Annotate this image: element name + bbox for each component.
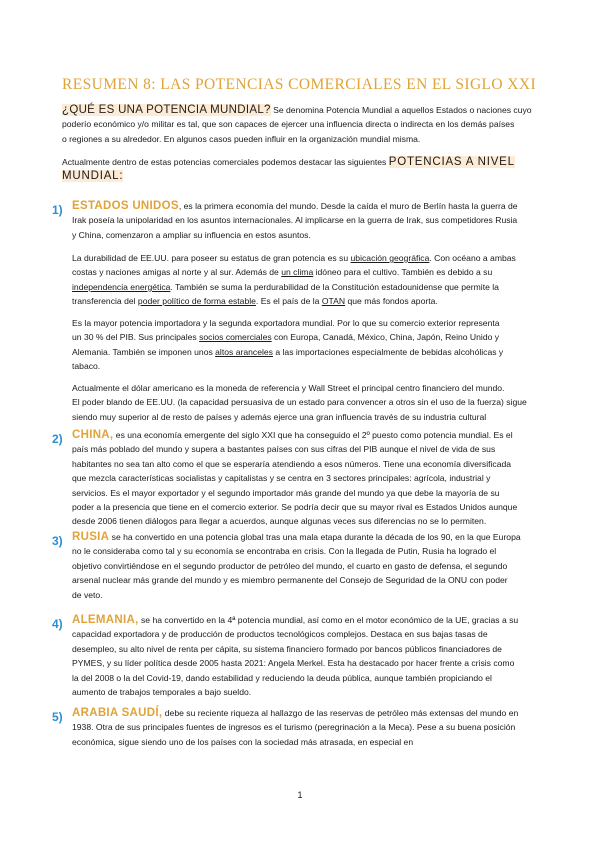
alemania-line-6: aumento de trabajos temporales a bajo sueldo. bbox=[72, 687, 252, 698]
usa-paragraph-3 bbox=[72, 316, 542, 374]
link-ubicacion-geografica: ubicación geográfica bbox=[350, 253, 430, 263]
actual-line-1: Actualmente dentro de estas potencias comerciales podemos destacar las siguientes bbox=[62, 157, 387, 167]
usa-p3-line3-a: Alemania. También se imponen unos bbox=[72, 346, 216, 357]
underline-poder-politico: poder político de forma estable bbox=[137, 296, 256, 307]
section-name-rusia: RUSIA bbox=[72, 531, 110, 543]
usa-p3-line2-a: un 30 % del PIB. Sus principales bbox=[72, 332, 200, 343]
usa-p3-line3-b: a las importaciones especialmente de bebidas alcohólicas y bbox=[272, 346, 504, 357]
intro-line-3: o regiones a su alrededor. En algunos casos pueden influir en la organización mundial misma. bbox=[62, 133, 421, 144]
underline-un-clima: un clima bbox=[281, 267, 314, 278]
intro-line-2: poderío económico y/o militar es tal, que son capaces de ejercer una influencia directa o indirecta en los demás países bbox=[62, 119, 515, 130]
alemania-line-5: la del 2008 o la del Covid-19, dando estabilidad y reduciendo la deuda pública, aunque también propiciando el bbox=[72, 672, 492, 683]
alemania-line-1: se ha convertido en la 4ª potencia mundial, así como en el motor económico de la UE, gracias a su bbox=[138, 615, 519, 625]
usa-paragraph-2 bbox=[72, 251, 542, 309]
china-line-4: que mezcla características socialistas y capitalistas y se centra en 3 sectores principales: agrícola, industrial y bbox=[72, 473, 491, 484]
page-number: 1 bbox=[297, 790, 303, 800]
actual-highlight-2: MUNDIAL: bbox=[62, 170, 124, 183]
usa-p2-line4-b: . Es el país de la bbox=[255, 296, 322, 307]
china-paragraph bbox=[72, 428, 542, 529]
section-number-4: 4) bbox=[52, 617, 63, 631]
arabia-paragraph bbox=[72, 706, 542, 749]
china-line-3: habitantes no sea tan alto como el que se esperaría atendiendo a esos números. Tiene una economía diversificada bbox=[72, 458, 512, 469]
underline-otan: OTAN bbox=[321, 296, 346, 307]
alemania-paragraph bbox=[72, 613, 542, 699]
usa-p2-line3: . También se suma la perdurabilidad de la Constitución estadounidense que permite la bbox=[170, 281, 499, 292]
usa-p4-line-3: siendo muy superior al de resto de países y además ejerce una gran influencia través de su industria cultural bbox=[72, 411, 487, 422]
arabia-line-1: debe su reciente riqueza al hallazgo de las reservas de petróleo más extensas del mundo en bbox=[162, 708, 519, 718]
rusia-line-5: de veto. bbox=[72, 589, 103, 600]
section-name-arabia: ARABIA SAUDÍ, bbox=[72, 707, 163, 719]
usa-paragraph-1 bbox=[72, 199, 542, 242]
actual-highlight-1: POTENCIAS A NIVEL bbox=[388, 156, 515, 168]
usa-line-3: y China, comenzaron a ampliar su influencia en estos asuntos. bbox=[72, 229, 311, 240]
section-name-usa: ESTADOS UNIDOS bbox=[72, 200, 179, 212]
usa-line-2: Irak poseía la unipolaridad en los asuntos internacionales. Al implicarse en la guerra de Irak, sus competidores Rusia bbox=[72, 215, 518, 226]
section-number-5: 5) bbox=[52, 710, 63, 724]
intro-paragraph bbox=[62, 103, 540, 146]
arabia-line-2: 1938. Otra de sus principales fuentes de ingresos es el turismo (peregrinación a la Meca). Pese a su buena posición bbox=[72, 722, 516, 733]
usa-p4-line-1: Actualmente el dólar americano es la moneda de referencia y Wall Street el principal centro financiero del mundo. bbox=[72, 383, 505, 393]
actual-paragraph bbox=[62, 155, 540, 184]
usa-p2-line2-a: costas y naciones amigas al norte y al sur. Además de bbox=[72, 267, 282, 278]
rusia-line-2: no le consideraba como tal y su economía se encontraba en crisis. Con la llegada de Putin, Rusia ha logrado el bbox=[72, 546, 497, 557]
usa-p3-line-1: Es la mayor potencia importadora y la segunda exportadora mundial. Por lo que su comercio exterior representa bbox=[72, 318, 500, 328]
alemania-line-2: capacidad exportadora y de producción de productos tecnológicos complejos. Destaca en sus bajas tasas de bbox=[72, 629, 488, 640]
arabia-line-3: económica, sigue siendo uno de los países con la sociedad más atrasada, en especial en bbox=[72, 736, 414, 747]
usa-p2-line4-a: transferencia del bbox=[72, 296, 138, 307]
intro-line-1: Se denomina Potencia Mundial a aquellos Estados o naciones cuyo bbox=[270, 105, 532, 115]
usa-paragraph-4b bbox=[72, 381, 542, 424]
china-line-7: desde 2006 tienen diálogos para llegar a acuerdos, aunque algunas veces sus diferencias no se lo permiten. bbox=[72, 516, 487, 527]
rusia-line-3: objetivo convirtiéndose en el segundo productor de petróleo del mundo, el cuarto en gasto de defensa, el segundo bbox=[72, 560, 508, 571]
section-name-alemania: ALEMANIA, bbox=[72, 614, 139, 626]
section-number-1: 1) bbox=[52, 203, 63, 217]
usa-p2-text-a: La durabilidad de EE.UU. para poseer su estatus de gran potencia es su bbox=[72, 253, 351, 263]
china-line-1: es una economía emergente del siglo XXI que ha conseguido el 2º puesto como potencia mundial. Es el bbox=[113, 430, 513, 440]
section-number-3: 3) bbox=[52, 534, 63, 548]
alemania-line-4: PYMES, y su líder política desde 2005 hasta 2021: Angela Merkel. Esta ha destacado por hacer frente a crisis como bbox=[72, 658, 515, 669]
rusia-line-1: se ha convertido en una potencia global tras una mala etapa durante la década de los 90, en la que Europa bbox=[109, 532, 521, 542]
section-number-2: 2) bbox=[52, 432, 63, 446]
underline-socios-comerciales: socios comerciales bbox=[199, 332, 272, 343]
usa-p2-line4-c: que más fondos aporta. bbox=[345, 296, 438, 307]
page-title: RESUMEN 8: LAS POTENCIAS COMERCIALES EN EL SIGLO XXI bbox=[62, 76, 537, 93]
china-line-6: poder a la presencia que tiene en el comercio exterior. Se podría decir que su mayor rival es Estados Unidos aunque bbox=[72, 502, 518, 513]
rusia-paragraph bbox=[72, 530, 542, 602]
usa-p2-line2-b: idóneo para el cultivo. También es debido a su bbox=[313, 267, 493, 278]
china-line-2: país más poblado del mundo y supera a bastantes países con sus cifras del PIB aunque el nivel de vida de sus bbox=[72, 444, 496, 455]
section-name-china: CHINA, bbox=[72, 429, 114, 441]
usa-p2-text-b: . Con océano a ambas bbox=[429, 253, 516, 263]
alemania-line-3: desempleo, su alto nivel de renta per cápita, su sistema financiero formado por bancos públicos financiadores de bbox=[72, 643, 502, 654]
rusia-line-4: arsenal nuclear más grande del mundo y es miembro permanente del Consejo de Seguridad de la ONU con poder bbox=[72, 575, 508, 586]
china-line-5: servicios. Es el mayor exportador y el segundo importador más grande del mundo ya que debe la mayoría de su bbox=[72, 487, 500, 498]
usa-p3-line2-b: con Europa, Canadá, México, China, Japón, Reino Unido y bbox=[271, 332, 500, 343]
underline-altos-aranceles: altos aranceles bbox=[215, 346, 273, 357]
intro-question: ¿QUÉ ES UNA POTENCIA MUNDIAL? bbox=[62, 104, 271, 116]
usa-line-1: , es la primera economía del mundo. Desde la caída el muro de Berlín hasta la guerra de bbox=[178, 201, 518, 211]
usa-p3-line-4: tabaco. bbox=[72, 361, 101, 372]
underline-independencia-energetica: independencia energética bbox=[72, 281, 171, 292]
usa-p4-line-2: El poder blando de EE.UU. (la capacidad persuasiva de un estado para convencer a otros sin el uso de la fuerza) sigue bbox=[72, 397, 527, 408]
